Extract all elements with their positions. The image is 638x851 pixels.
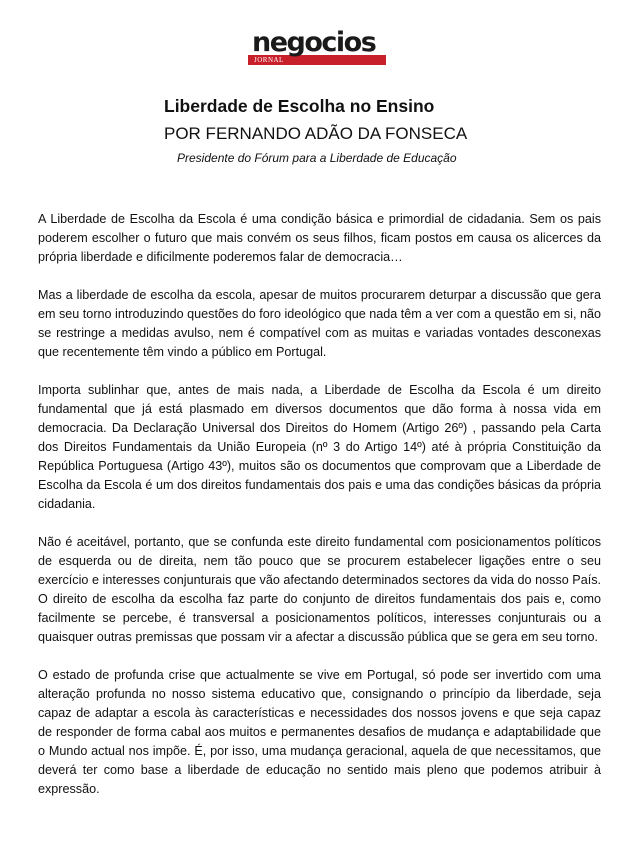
article-body: [38, 210, 601, 818]
paragraph: O estado de profunda crise que actualmente se vive em Portugal, só pode ser invertido com uma alteração profunda no nosso sistema educativo que, consignando o princípio da liberdade, seja capaz de adaptar a escola às características e necessidades dos nossos jovens e que seja capaz de responder de forma cabal aos muitos e permanentes desafios de mudança e adaptabilidade que o Mundo actual nos impõe. É, por isso, uma mudança geracional, aquela de que necessitamos, que deverá ter como base a liberdade de educação no sentido mais pleno que podemos atribuir à expressão.: [38, 668, 601, 796]
paragraph: Não é aceitável, portanto, que se confunda este direito fundamental com posicionamentos políticos de esquerda ou de direita, nem tão pouco que se procurem estabelecer ligações entre o seu exercício e interesses conjunturais que vão afectando determinados sectores da vida do nosso País. O direito de escolha da escolha faz parte do conjunto de direitos fundamentais dos pais e, como facilmente se percebe, é transversal a posicionamentos políticos, interesses conjunturais ou a quaisquer outras premissas que possam vir a afectar a discussão pública que se gera em seu torno.: [38, 535, 601, 644]
paragraph: Importa sublinhar que, antes de mais nada, a Liberdade de Escolha da Escola é um direito fundamental que já está plasmado em diversos documentos que dão forma à nossa vida em democracia. Da Declaração Universal dos Direitos do Homem (Artigo 26º) , passando pela Carta dos Direitos Fundamentais da União Europeia (nº 3 do Artigo 14º) até à própria Constituição da República Portuguesa (Artigo 43º), muitos são os documentos que comprovam que a Liberdade de Escolha da Escola é um dos direitos fundamentais dos pais e uma das condições básicas da própria cidadania.: [38, 383, 601, 511]
article-byline: POR FERNANDO ADÃO DA FONSECA: [164, 124, 468, 143]
logo-subtitle: JORNAL: [254, 56, 284, 64]
newspaper-logo: [248, 28, 388, 64]
logo-wordmark: negocios: [252, 27, 376, 58]
paragraph: A Liberdade de Escolha da Escola é uma condição básica e primordial de cidadania. Sem os pais poderem escolher o futuro que mais convém os seus filhos, ficam postos em causa os alicerces da própria liberdade e dificilmente poderemos falar de democracia…: [38, 212, 601, 264]
paragraph: Mas a liberdade de escolha da escola, apesar de muitos procurarem deturpar a discussão que gera em seu torno introduzindo questões do foro ideológico que nada têm a ver com a questão em si, não se restringe a medidas avulso, nem é compatível com as muitas e variadas vontades desconexas que recentemente têm vindo a público em Portugal.: [38, 288, 601, 359]
author-role: Presidente do Fórum para a Liberdade de Educação: [177, 151, 457, 165]
article-title: Liberdade de Escolha no Ensino: [164, 96, 435, 116]
